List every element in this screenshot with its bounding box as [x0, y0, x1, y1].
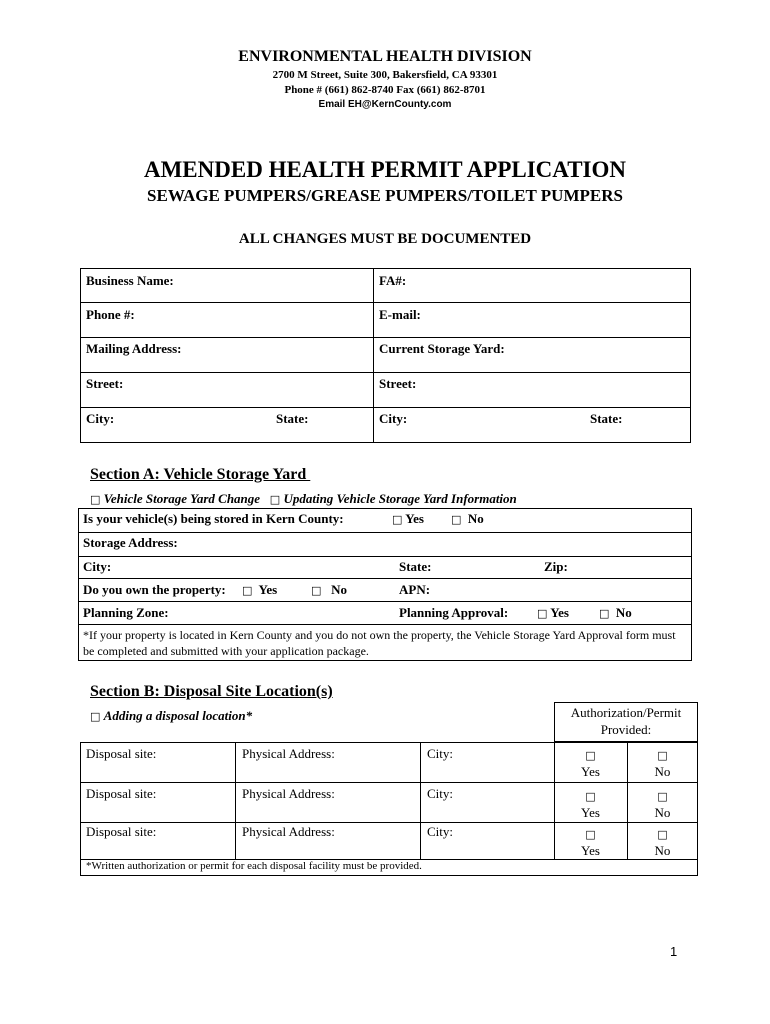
- section-a-heading: Section A: Vehicle Storage Yard: [90, 466, 311, 483]
- stored-yes-option[interactable]: □ Yes: [392, 511, 424, 526]
- own-property-yes-option[interactable]: □ Yes: [242, 582, 278, 597]
- updating-yard-info-checkbox[interactable]: □: [269, 493, 281, 506]
- stored-no-option[interactable]: □ No: [451, 511, 484, 526]
- mailing-city-field[interactable]: City:: [86, 411, 115, 426]
- apn-field[interactable]: APN:: [399, 582, 431, 597]
- section-b-options: [90, 708, 252, 724]
- auth-permit-header: Authorization/Permit Provided:: [570, 705, 682, 737]
- disposal-site-1-field[interactable]: Disposal site:: [86, 746, 157, 761]
- own-property-no-option[interactable]: □ No: [311, 582, 348, 597]
- disposal-2-yes-option[interactable]: □ Yes: [581, 790, 600, 820]
- fa-number-field[interactable]: FA#:: [379, 273, 407, 288]
- storage-city-field[interactable]: City:: [83, 559, 112, 574]
- vehicle-yard-change-label: Vehicle Storage Yard Change: [103, 491, 261, 506]
- notice-text: ALL CHANGES MUST BE DOCUMENTED: [238, 231, 532, 247]
- vehicle-yard-change-checkbox[interactable]: □: [90, 493, 101, 506]
- division-phone-fax: Phone # (661) 862-8740 Fax (661) 862-8701: [284, 84, 486, 96]
- division-email: Email EH@KernCounty.com: [318, 99, 452, 110]
- disposal-site-3-field[interactable]: Disposal site:: [86, 824, 157, 839]
- planning-approval-label: Planning Approval:: [399, 605, 509, 620]
- mailing-street-field[interactable]: Street:: [86, 376, 124, 391]
- own-property-question: Do you own the property:: [83, 582, 226, 597]
- phone-field[interactable]: Phone #:: [86, 307, 135, 322]
- form-subtitle: SEWAGE PUMPERS/GREASE PUMPERS/TOILET PUMPERS: [147, 186, 623, 205]
- division-address: 2700 M Street, Suite 300, Bakersfield, CA 93301: [272, 69, 498, 81]
- mailing-address-field[interactable]: Mailing Address:: [86, 341, 182, 356]
- yard-street-field[interactable]: Street:: [379, 376, 417, 391]
- form-title: AMENDED HEALTH PERMIT APPLICATION: [143, 157, 626, 182]
- disposal-2-no-option[interactable]: □ No: [654, 790, 671, 820]
- planning-zone-field[interactable]: Planning Zone:: [83, 605, 169, 620]
- disposal-1-no-option[interactable]: □ No: [654, 749, 671, 779]
- storage-zip-field[interactable]: Zip:: [544, 559, 568, 574]
- disposal-site-2-field[interactable]: Disposal site:: [86, 786, 157, 801]
- section-a-note: *If your property is located in Kern County and you do not own the property, the Vehicle Storage Yard Approval form must be completed and submitted with your application package.: [83, 628, 676, 658]
- business-name-field[interactable]: Business Name:: [86, 273, 174, 288]
- page-number: 1: [670, 944, 678, 959]
- disposal-address-2-field[interactable]: Physical Address:: [242, 786, 335, 801]
- updating-yard-info-label: Updating Vehicle Storage Yard Information: [283, 491, 517, 506]
- stored-in-kern-question: Is your vehicle(s) being stored in Kern County:: [83, 511, 344, 526]
- add-disposal-location-label: Adding a disposal location*: [103, 708, 253, 723]
- disposal-city-2-field[interactable]: City:: [427, 786, 454, 801]
- mailing-state-field[interactable]: State:: [276, 411, 309, 426]
- section-b-heading: Section B: Disposal Site Location(s): [90, 683, 333, 700]
- planning-approval-yes-option[interactable]: □ Yes: [537, 605, 569, 620]
- storage-address-field[interactable]: Storage Address:: [83, 535, 178, 550]
- disposal-city-1-field[interactable]: City:: [427, 746, 454, 761]
- email-field[interactable]: E-mail:: [379, 307, 421, 322]
- current-storage-yard-field[interactable]: Current Storage Yard:: [379, 341, 505, 356]
- disposal-address-1-field[interactable]: Physical Address:: [242, 746, 335, 761]
- disposal-1-yes-option[interactable]: □ Yes: [581, 749, 600, 779]
- disposal-3-yes-option[interactable]: □ Yes: [581, 828, 600, 858]
- storage-state-field[interactable]: State:: [399, 559, 432, 574]
- yard-city-field[interactable]: City:: [379, 411, 408, 426]
- disposal-3-no-option[interactable]: □ No: [654, 828, 671, 858]
- yard-state-field[interactable]: State:: [590, 411, 623, 426]
- disposal-address-3-field[interactable]: Physical Address:: [242, 824, 335, 839]
- division-name: ENVIRONMENTAL HEALTH DIVISION: [238, 48, 532, 65]
- add-disposal-location-checkbox[interactable]: □: [90, 710, 101, 723]
- section-b-note: *Written authorization or permit for each disposal facility must be provided.: [86, 860, 422, 872]
- disposal-city-3-field[interactable]: City:: [427, 824, 454, 839]
- planning-approval-no-option[interactable]: □ No: [599, 605, 632, 620]
- section-a-options: [90, 491, 517, 507]
